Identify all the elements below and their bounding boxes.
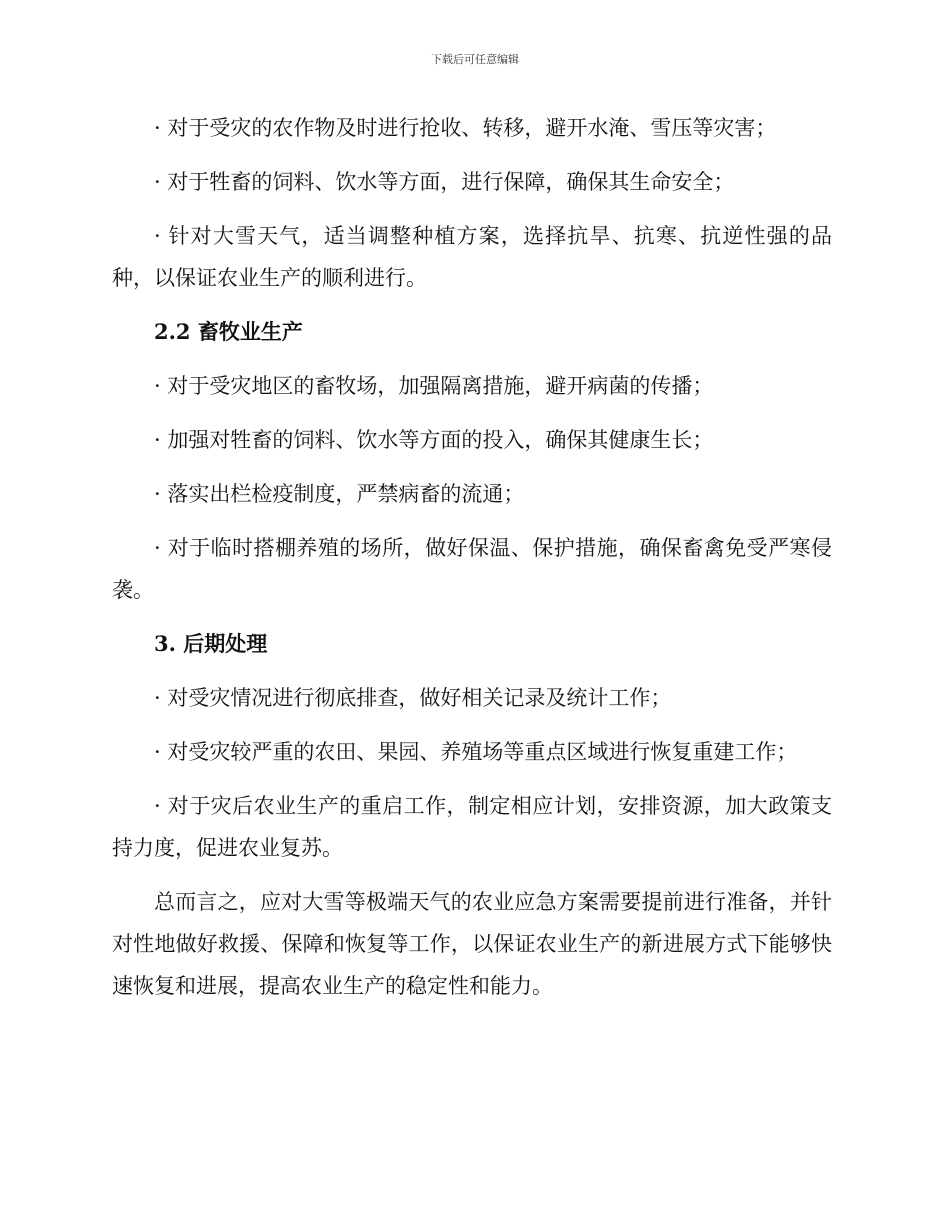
page-header: 下载后可任意编辑 [431,53,519,66]
list-item: · 对于受灾地区的畜牧场，加强隔离措施，避开病菌的传播； [154,374,714,398]
list-item: · 对于临时搭棚养殖的场所，做好保温、保护措施，确保畜禽免受严寒侵袭。 [112,536,832,602]
list-item: · 针对大雪天气，适当调整种植方案，选择抗旱、抗寒、抗逆性强的品种，以保证农业生产的顺利进行。 [112,224,832,290]
list-item: · 加强对牲畜的饲料、饮水等方面的投入，确保其健康生长； [154,428,714,452]
conclusion-paragraph: 总而言之，应对大雪等极端天气的农业应急方案需要提前进行准备，并针对性地做好救援、保障和恢复等工作，以保证农业生产的新进展方式下能够快速恢复和进展，提高农业生产的稳定性和能力。 [112,890,832,998]
list-item: · 对于牲畜的饲料、饮水等方面，进行保障，确保其生命安全； [154,170,735,194]
list-item: · 对受灾情况进行彻底排查，做好相关记录及统计工作； [154,686,672,710]
list-item: · 对于灾后农业生产的重启工作，制定相应计划，安排资源，加大政策支持力度，促进农业复苏。 [112,794,832,860]
list-item: · 对于受灾的农作物及时进行抢收、转移，避开水淹、雪压等灾害； [154,116,777,140]
list-item: · 对受灾较严重的农田、果园、养殖场等重点区域进行恢复重建工作； [154,740,798,764]
section-heading: 2.2 畜牧业生产 [154,319,303,344]
list-item: · 落实出栏检疫制度，严禁病畜的流通； [154,482,525,506]
document-body [112,107,832,1019]
section-heading: 3. 后期处理 [154,631,268,656]
